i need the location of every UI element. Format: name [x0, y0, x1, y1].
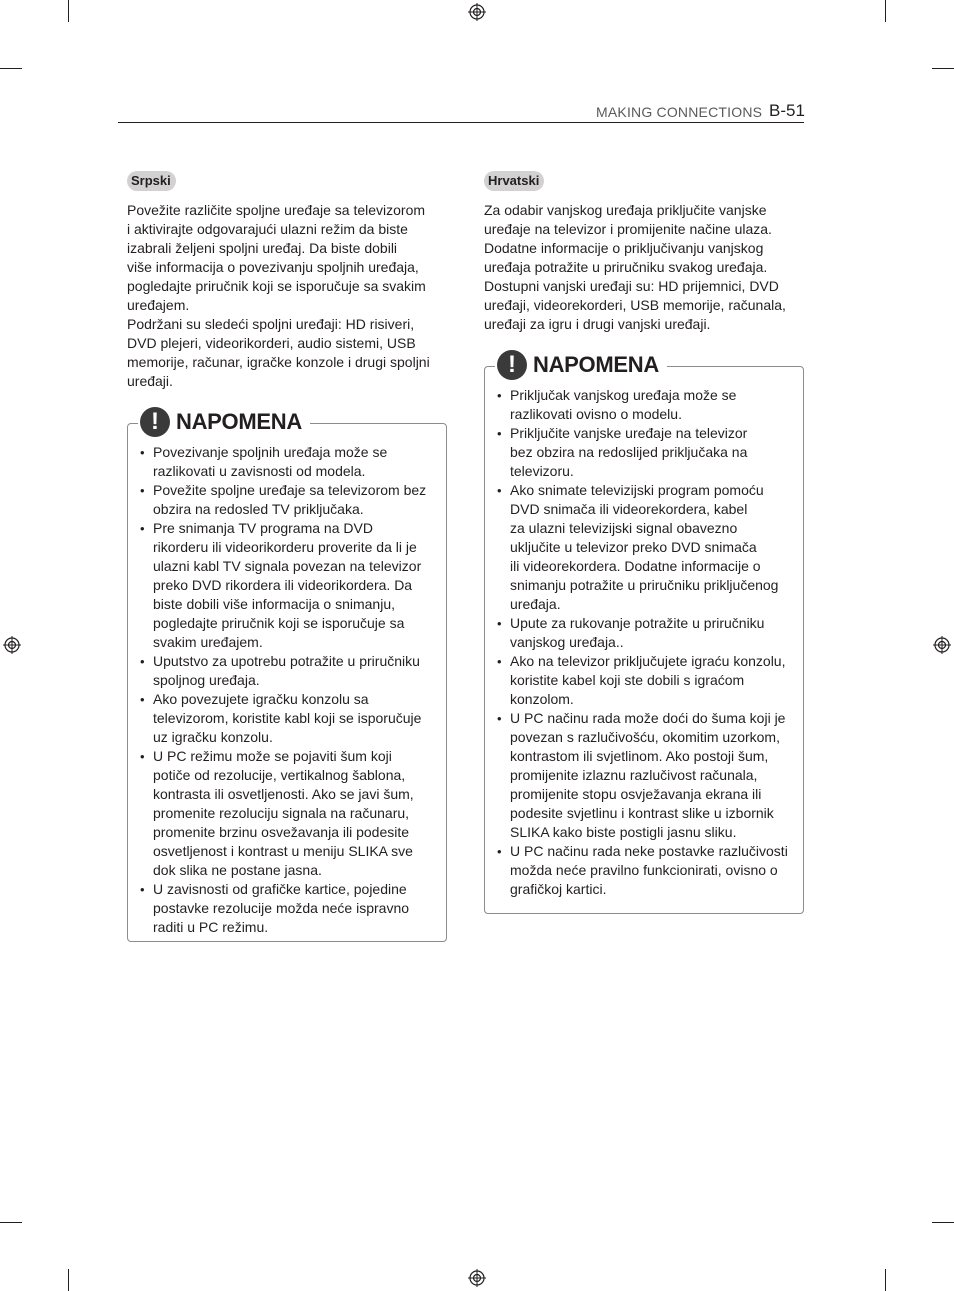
note-item: [485, 614, 803, 652]
intro-line: uređaje na televizor i promijenite načine ulaza.: [484, 221, 772, 237]
intro-line: Dodatne informacije o priključivanju vanjskog: [484, 240, 764, 256]
note-item: [485, 424, 803, 481]
note-list: [128, 443, 446, 937]
exclamation-icon: !: [140, 407, 170, 437]
intro-line: Za odabir vanjskog uređaja priključite vanjske: [484, 202, 767, 218]
note-line: razlikovati u zavisnosti od modela.: [153, 463, 366, 479]
note-line: • Ako povezujete igračku konzolu sa: [153, 691, 369, 707]
note-line: raditi u PC režimu.: [153, 919, 269, 935]
intro-line: više informacija o povezivanju spoljnih uređaja,: [127, 259, 419, 275]
note-line: spoljnog uređaja.: [153, 672, 260, 688]
note-line: snimanju potražite u priručniku priključenog: [510, 577, 779, 593]
note-line: svakim uređajem.: [153, 634, 263, 650]
note-item: [485, 709, 803, 842]
note-item: [485, 481, 803, 614]
note-box-croatian: [484, 351, 804, 914]
note-line: promijenite izlaznu razlučivost računala,: [510, 767, 758, 783]
intro-line: uređaji, videorekorderi, USB memorije, računala,: [484, 297, 786, 313]
note-line: SLIKA kako biste postigli jasnu sliku.: [510, 824, 737, 840]
intro-line: memorije, računar, igračke konzole i drugi spoljni: [127, 354, 430, 370]
note-line: • U zavisnosti od grafičke kartice, pojedine: [153, 881, 407, 897]
note-line: rikorderu ili videorikorderu proverite da li je: [153, 539, 417, 555]
note-item: [128, 443, 446, 481]
note-line: DVD snimača ili videorekordera, kabel: [510, 501, 748, 517]
intro-line: i aktivirajte odgovarajući ulazni režim da biste: [127, 221, 408, 237]
note-item: [128, 519, 446, 652]
intro-line: Dostupni vanjski uređaji su: HD prijemnici, DVD: [484, 278, 779, 294]
note-line: grafičkoj kartici.: [510, 881, 607, 897]
intro-line: DVD plejeri, videorikorderi, audio sistemi, USB: [127, 335, 416, 351]
crop-mark: [0, 68, 22, 69]
note-line: • Povezivanje spoljnih uređaja može se: [153, 444, 388, 460]
header-divider: [118, 122, 804, 123]
section-title: MAKING CONNECTIONS: [596, 104, 763, 120]
intro-line: izabrali željeni spoljni uređaj. Da biste dobili: [127, 240, 398, 256]
note-line: biste dobili više informacija o snimanju,: [153, 596, 395, 612]
note-line: kontrastom ili svjetlinom. Ako postoji šum,: [510, 748, 769, 764]
note-line: • U PC režimu može se pojaviti šum koji: [153, 748, 392, 764]
language-badge: Hrvatski: [484, 171, 544, 191]
note-line: potiče od rezolucije, vertikalnog šablona,: [153, 767, 406, 783]
note-line: • Ako na televizor priključujete igraću konzolu,: [510, 653, 786, 669]
crop-mark: [885, 0, 886, 22]
registration-mark-icon: [468, 1269, 486, 1287]
note-item: [128, 652, 446, 690]
note-line: televizorom, koristite kabl koji se isporučuje: [153, 710, 422, 726]
crop-mark: [885, 1269, 886, 1291]
intro-line: uređaja potražite u priručniku svakog uređaja.: [484, 259, 768, 275]
note-heading: [138, 407, 310, 437]
note-item: [128, 747, 446, 880]
note-line: pogledajte priručnik koji se isporučuje sa: [153, 615, 405, 631]
note-line: preko DVD rikordera ili videorikordera. Da: [153, 577, 413, 593]
note-box-serbian: [127, 408, 447, 942]
note-line: • Uputstvo za upotrebu potražite u priručniku: [153, 653, 420, 669]
note-line: podesite svjetlinu i kontrast slike u izbornik: [510, 805, 774, 821]
registration-mark-icon: [468, 3, 486, 21]
intro-line: Podržani su sledeći spoljni uređaji: HD risiveri,: [127, 316, 415, 332]
note-title: NAPOMENA: [533, 352, 659, 377]
note-line: uključite u televizor preko DVD snimača: [510, 539, 757, 555]
intro-line: Povežite različite spoljne uređaje sa televizorom: [127, 202, 426, 218]
note-item: [485, 652, 803, 709]
note-line: kontrasta ili osvetljenosti. Ako se javi šum,: [153, 786, 414, 802]
note-line: bez obzira na redoslijed priključaka na: [510, 444, 748, 460]
note-line: televizoru.: [510, 463, 574, 479]
note-line: dok slika ne postane jasna.: [153, 862, 322, 878]
note-line: za ulazni televizijski signal obavezno: [510, 520, 738, 536]
crop-mark: [68, 0, 69, 22]
note-line: obzira na redosled TV priključaka.: [153, 501, 364, 517]
note-heading: [495, 350, 667, 380]
registration-mark-icon: [933, 636, 951, 654]
language-badge: Srpski: [127, 171, 176, 191]
intro-paragraph: [484, 201, 806, 334]
note-title: NAPOMENA: [176, 409, 302, 434]
note-line: koristite kabel koji ste dobili s igraćom: [510, 672, 745, 688]
croatian-section: [484, 171, 806, 334]
note-line: • U PC načinu rada može doći do šuma koji je: [510, 710, 786, 726]
note-line: ili videorekordera. Dodatne informacije o: [510, 558, 761, 574]
crop-mark: [932, 1222, 954, 1223]
page-number: B-51: [769, 101, 805, 120]
intro-line: pogledajte priručnik koji se isporučuje sa svakim: [127, 278, 426, 294]
note-line: postavke rezolucije možda neće ispravno: [153, 900, 410, 916]
note-line: uz igračku konzolu.: [153, 729, 273, 745]
note-line: • U PC načinu rada neke postavke razlučivosti: [510, 843, 788, 859]
crop-mark: [932, 68, 954, 69]
note-line: vanjskog uređaja..: [510, 634, 624, 650]
note-item: [128, 481, 446, 519]
note-line: osvetljenost i kontrast u meniju SLIKA sve: [153, 843, 413, 859]
crop-mark: [68, 1269, 69, 1291]
intro-line: uređajem.: [127, 297, 190, 313]
exclamation-icon: !: [497, 350, 527, 380]
note-line: možda neće pravilno funkcionirati, ovisno o: [510, 862, 778, 878]
note-item: [128, 880, 446, 937]
note-line: promenite brzinu osvežavanja ili podesite: [153, 824, 410, 840]
note-line: razlikovati ovisno o modelu.: [510, 406, 682, 422]
registration-mark-icon: [3, 636, 21, 654]
note-list: [485, 386, 803, 899]
serbian-section: [127, 171, 449, 391]
note-line: • Povežite spoljne uređaje sa televizorom bez: [153, 482, 427, 498]
note-line: • Priključite vanjske uređaje na televizor: [510, 425, 748, 441]
intro-line: uređaji za igru i drugi vanjski uređaji.: [484, 316, 711, 332]
note-line: • Upute za rukovanje potražite u priručniku: [510, 615, 765, 631]
note-line: • Pre snimanja TV programa na DVD: [153, 520, 373, 536]
note-line: • Priključak vanjskog uređaja može se: [510, 387, 737, 403]
intro-line: uređaji.: [127, 373, 173, 389]
note-line: uređaja.: [510, 596, 561, 612]
note-line: • Ako snimate televizijski program pomoću: [510, 482, 764, 498]
crop-mark: [0, 1222, 22, 1223]
note-line: ulazni kabl TV signala povezan na televizor: [153, 558, 422, 574]
note-item: [485, 842, 803, 899]
note-item: [485, 386, 803, 424]
intro-paragraph: [127, 201, 449, 391]
note-line: konzolom.: [510, 691, 574, 707]
note-line: promenite rezoluciju signala na računaru,: [153, 805, 410, 821]
note-item: [128, 690, 446, 747]
note-line: povezan s razlučivošću, okomitim uzorkom,: [510, 729, 780, 745]
note-line: promijenite stopu osvježavanja ekrana ili: [510, 786, 762, 802]
